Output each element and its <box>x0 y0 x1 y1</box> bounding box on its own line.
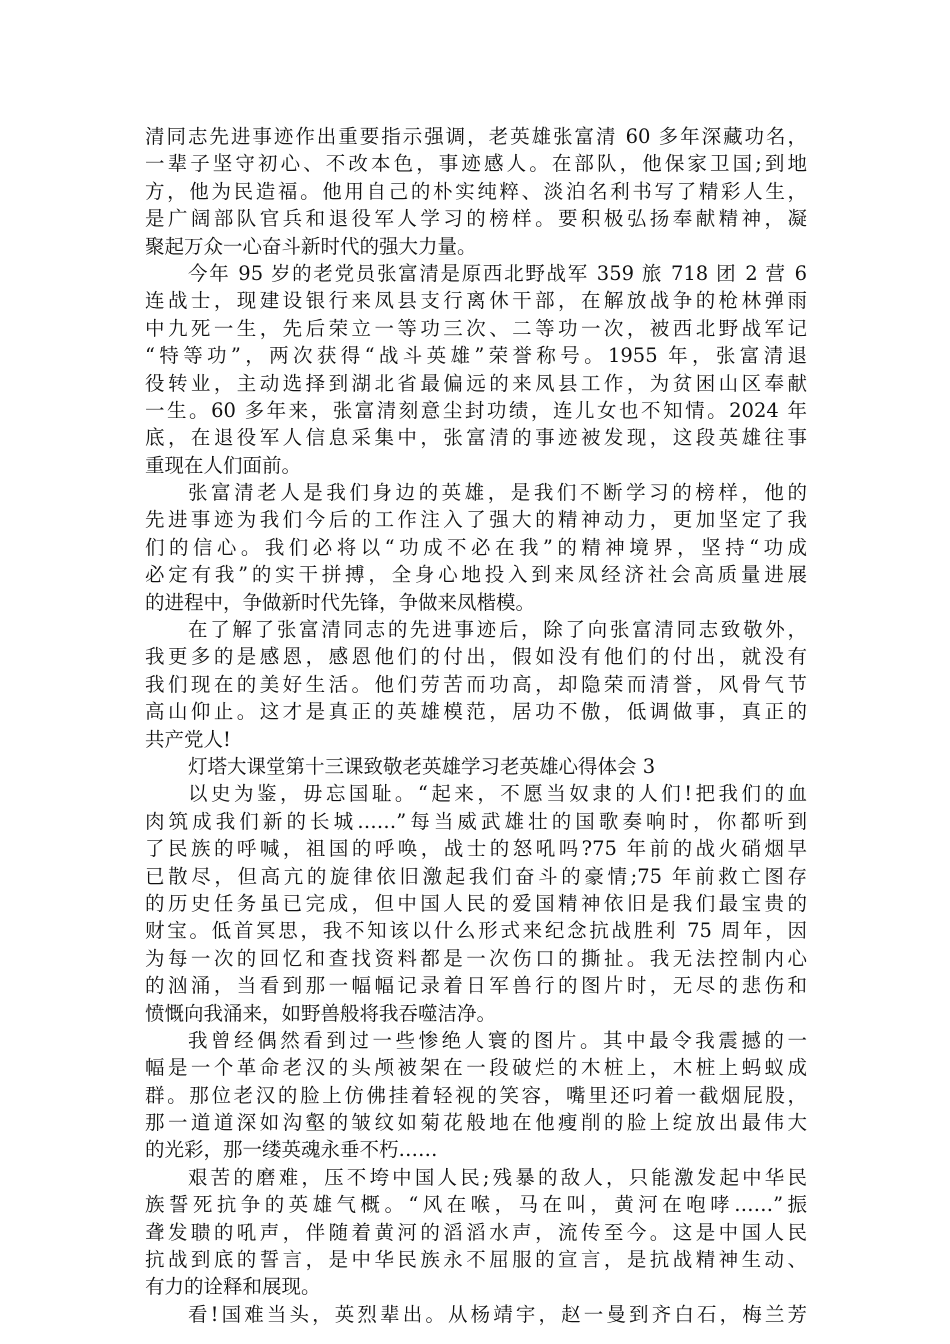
text-line: 是广阔部队官兵和退役军人学习的榜样。要积极弘扬奉献精神，凝 <box>145 207 807 231</box>
text-line: 愤慨向我涌来，如野兽般将我吞噬洁净。 <box>145 1001 497 1025</box>
text-line: 今年 95 岁的老党员张富清是原西北野战军 359 旅 718 团 2 营 6 <box>188 261 807 285</box>
text-line: 聚起万众一心奋斗新时代的强大力量。 <box>145 234 477 258</box>
text-line: 幅是一个革命老汉的头颅被架在一段破烂的木桩上，木桩上蚂蚁成 <box>145 1056 807 1080</box>
text-line: 以史为鉴，毋忘国耻。“起来，不愿当奴隶的人们!把我们的血 <box>188 782 807 806</box>
text-line: 在了解了张富清同志的先进事迹后，除了向张富清同志致敬外， <box>188 618 807 642</box>
text-line: 群。那位老汉的脸上仿佛挂着轻视的笑容，嘴里还叼着一截烟屁股， <box>145 1083 807 1107</box>
text-line: 连战士，现建设银行来凤县支行离休干部，在解放战争的枪林弹雨 <box>145 289 807 313</box>
text-line: 的进程中，争做新时代先锋，争做来凤楷模。 <box>145 590 536 614</box>
text-line: 聋发聩的吼声，伴随着黄河的滔滔水声，流传至今。这是中国人民 <box>145 1220 807 1244</box>
text-line: 底，在退役军人信息采集中，张富清的事迹被发现，这段英雄往事 <box>145 426 807 450</box>
text-line: 有力的诠释和展现。 <box>145 1275 321 1299</box>
text-line: 肉筑成我们新的长城……”每当威武雄壮的国歌奏响时，你都听到 <box>145 809 807 833</box>
text-line: 一辈子坚守初心、不改本色，事迹感人。在部队，他保家卫国;到地 <box>145 152 807 176</box>
text-line: “特等功”，两次获得“战斗英雄”荣誉称号。1955 年，张富清退 <box>145 344 807 368</box>
text-line: 那一道道深如沟壑的皱纹如菊花般地在他瘦削的脸上绽放出最伟大 <box>145 1111 807 1135</box>
text-line: 清同志先进事迹作出重要指示强调，老英雄张富清 60 多年深藏功名， <box>145 125 807 148</box>
text-line: 役转业，主动选择到湖北省最偏远的来凤县工作，为贫困山区奉献 <box>145 371 807 395</box>
text-line: 先进事迹为我们今后的工作注入了强大的精神动力，更加坚定了我 <box>145 508 807 532</box>
text-line: 必定有我”的实干拼搏，全身心地投入到来凤经济社会高质量进展 <box>145 563 807 587</box>
text-line: 了民族的呼喊，祖国的呼唤，战士的怒吼吗?75 年前的战火硝烟早 <box>145 837 807 861</box>
text-line: 财宝。低首冥思，我不知该以什么形式来纪念抗战胜利 75 周年，因 <box>145 919 807 943</box>
text-line: 抗战到底的誓言，是中华民族永不屈服的宣言，是抗战精神生动、 <box>145 1248 807 1272</box>
text-line: 的光彩，那一缕英魂永垂不朽…… <box>145 1138 438 1162</box>
text-line: 中九死一生，先后荣立一等功三次、二等功一次，被西北野战军记 <box>145 316 807 340</box>
text-line: 重现在人们面前。 <box>145 453 302 477</box>
text-line: 一生。60 多年来，张富清刻意尘封功绩，连儿女也不知情。2024 年 <box>145 398 807 422</box>
text-line: 我曾经偶然看到过一些惨绝人寰的图片。其中最令我震撼的一 <box>188 1028 807 1052</box>
text-line: 共产党人! <box>145 727 231 751</box>
text-line: 灯塔大课堂第十三课致敬老英雄学习老英雄心得体会 3 <box>188 754 656 778</box>
text-line: 为每一次的回忆和查找资料都是一次伤口的撕扯。我无法控制内心 <box>145 946 807 970</box>
text-line: 族誓死抗争的英雄气概。“风在喉，马在叫，黄河在咆哮……”振 <box>145 1193 807 1217</box>
text-line: 看!国难当头，英烈辈出。从杨靖宇，赵一曼到齐白石，梅兰芳 <box>188 1302 807 1326</box>
document-body <box>145 123 807 1328</box>
text-line: 们的信心。我们必将以“功成不必在我”的精神境界，坚持“功成 <box>145 535 807 559</box>
text-line: 的汹涌，当看到那一幅幅记录着日军兽行的图片时，无尽的悲伤和 <box>145 974 807 998</box>
text-line: 高山仰止。这才是真正的英雄模范，居功不傲，低调做事，真正的 <box>145 700 807 724</box>
text-line: 方，他为民造福。他用自己的朴实纯粹、淡泊名利书写了精彩人生， <box>145 179 807 203</box>
text-line: 我们现在的美好生活。他们劳苦而功高，却隐荣而清誉，风骨气节 <box>145 672 807 696</box>
text-line: 的历史任务虽已完成，但中国人民的爱国精神依旧是我们最宝贵的 <box>145 891 807 915</box>
text-line: 我更多的是感恩，感恩他们的付出，假如没有他们的付出，就没有 <box>145 645 807 669</box>
text-line: 已散尽，但高亢的旋律依旧激起我们奋斗的豪情;75 年前救亡图存 <box>145 864 807 888</box>
text-line: 艰苦的磨难，压不垮中国人民;残暴的敌人，只能激发起中华民 <box>188 1165 807 1189</box>
text-line: 张富清老人是我们身边的英雄，是我们不断学习的榜样，他的 <box>188 481 807 505</box>
